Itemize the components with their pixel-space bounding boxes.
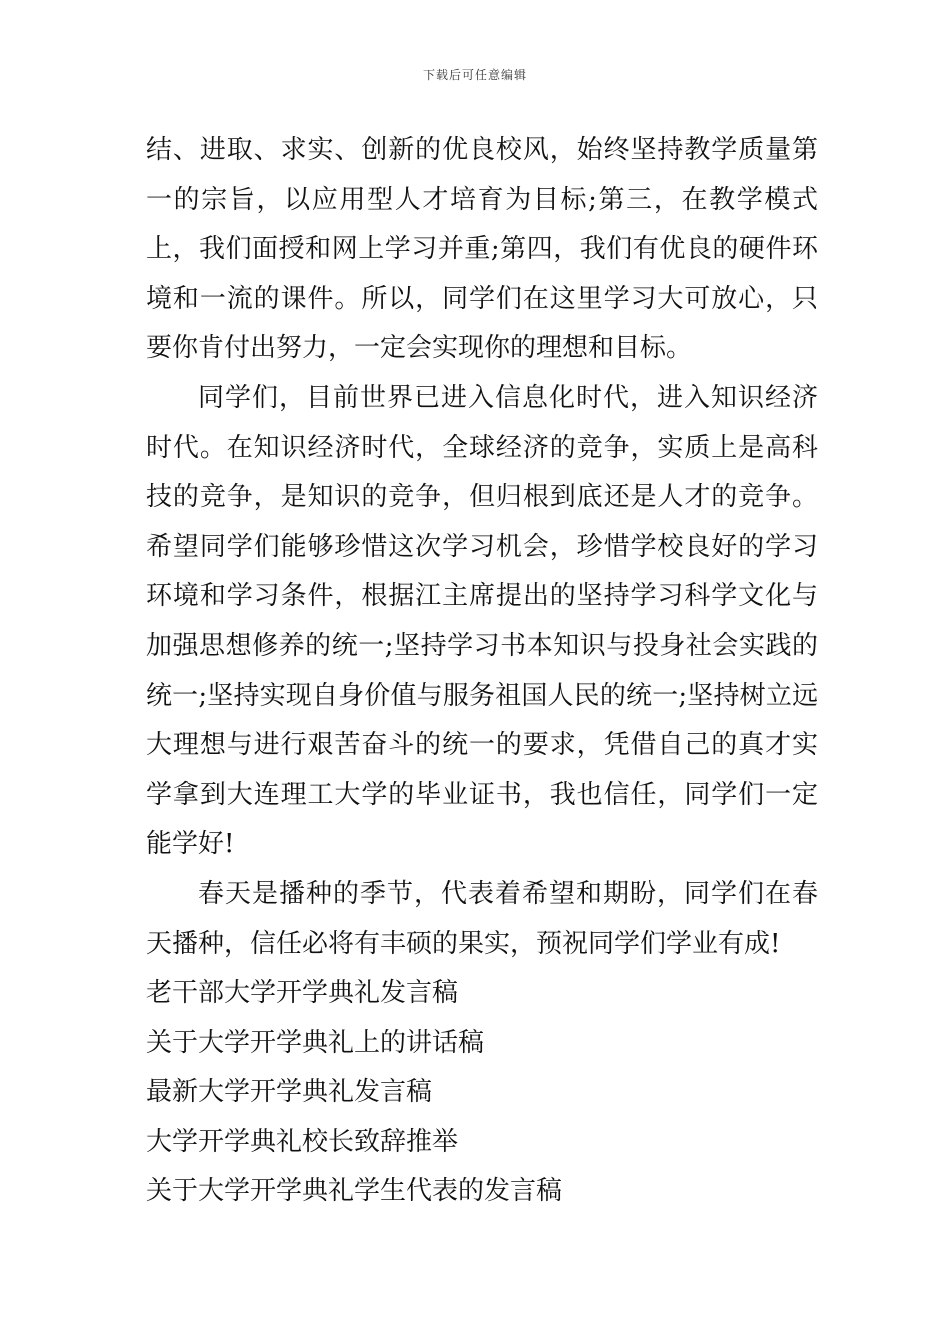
paragraph-1: 结、进取、求实、创新的优良校风，始终坚持教学质量第一的宗旨，以应用型人才培育为目标;第三，在教学模式上，我们面授和网上学习并重;第四，我们有优良的硬件环境和一流的课件。所以，同学们在这里学习大可放心，只要你肯付出努力，一定会实现你的理想和目标。 (146, 135, 818, 364)
paragraph-2: 同学们，目前世界已进入信息化时代，进入知识经济时代。在知识经济时代，全球经济的竞争，实质上是高科技的竞争，是知识的竞争，但归根到底还是人才的竞争。希望同学们能够珍惜这次学习机会，珍惜学校良好的学习环境和学习条件，根据江主席提出的坚持学习科学文化与加强思想修养的统一;坚持学习书本知识与投身社会实践的统一;坚持实现自身价值与服务祖国人民的统一;坚持树立远大理想与进行艰苦奋斗的统一的要求，凭借自己的真才实学拿到大连理工大学的毕业证书，我也信任，同学们一定能学好! (146, 382, 818, 860)
related-article-link[interactable]: 老干部大学开学典礼发言稿 (146, 978, 459, 1009)
related-article-link[interactable]: 最新大学开学典礼发言稿 (146, 1077, 433, 1108)
related-article-link[interactable]: 大学开学典礼校长致辞推举 (146, 1126, 459, 1157)
related-article-link[interactable]: 关于大学开学典礼上的讲话稿 (146, 1027, 485, 1058)
page-header: 下载后可任意编辑 (422, 68, 527, 82)
related-articles-list (146, 969, 818, 1217)
related-article-link[interactable]: 关于大学开学典礼学生代表的发言稿 (146, 1176, 563, 1207)
paragraph-3: 春天是播种的季节，代表着希望和期盼，同学们在春天播种，信任必将有丰硕的果实，预祝同学们学业有成! (146, 878, 818, 959)
document-body (146, 126, 818, 1217)
